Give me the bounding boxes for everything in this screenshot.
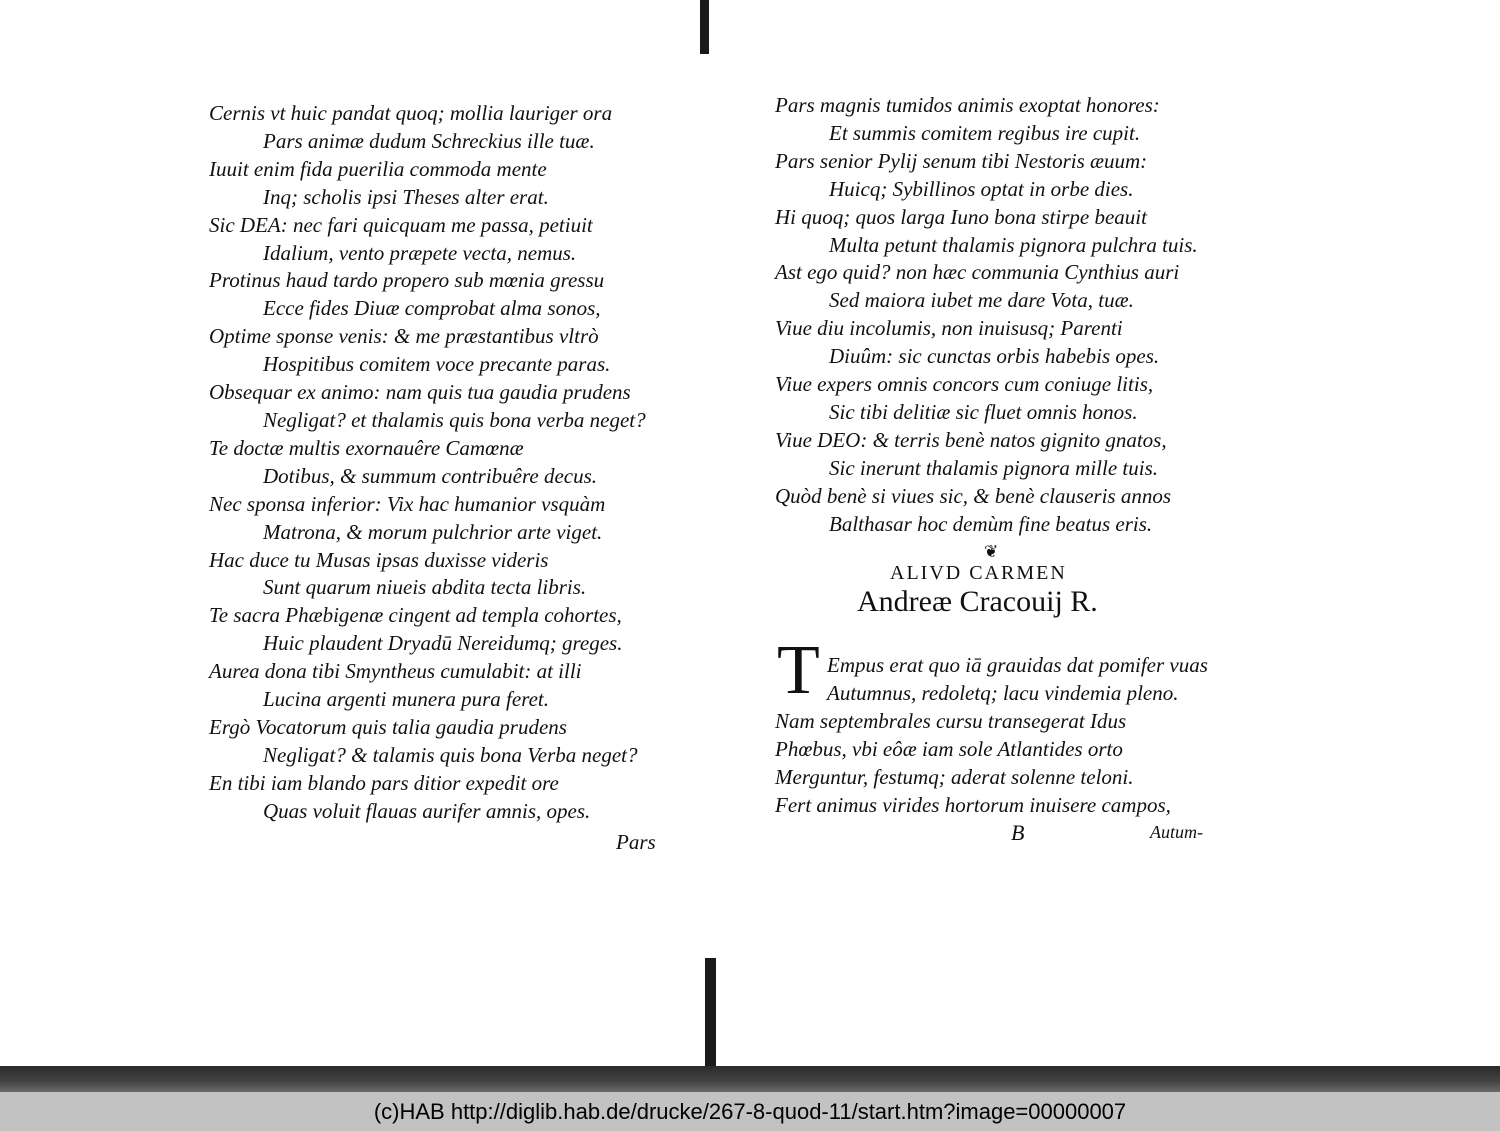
verse-line: Sunt quarum niueis abdita tecta libris. xyxy=(263,575,587,600)
verse-line: Negligat? & talamis quis bona Verba neget? xyxy=(263,742,638,767)
verse-line: Balthasar hoc demùm fine beatus eris. xyxy=(829,511,1153,536)
author-line: Andreæ Cracouij R. xyxy=(857,585,1098,618)
verse-line: Sed maiora iubet me dare Vota, tuæ. xyxy=(829,288,1134,313)
verse-line: Dotibus, & summum contribuêre decus. xyxy=(263,463,598,488)
verse-line: Viue expers omnis concors cum coniuge litis, xyxy=(775,372,1154,397)
verse-line: Diuûm: sic cunctas orbis habebis opes. xyxy=(829,344,1160,369)
footer-url-text: (c)HAB http://diglib.hab.de/drucke/267-8-quod-11/start.htm?image=00000007 xyxy=(373,1098,1127,1124)
verse-line: Quòd benè si viues sic, & benè clauseris annos xyxy=(775,483,1172,508)
verse-line: Aurea dona tibi Smyntheus cumulabit: at illi xyxy=(209,659,582,684)
verse-line: Viue DEO: & terris benè natos gignito gnatos, xyxy=(775,427,1167,452)
verse-line: Matrona, & morum pulchrior arte viget. xyxy=(263,519,603,544)
verse-line: Te sacra Phæbigenæ cingent ad templa cohortes, xyxy=(209,603,622,628)
verse-line: Hac duce tu Musas ipsas duxisse videris xyxy=(209,547,549,572)
verse-line: Optime sponse venis: & me præstantibus vltrò xyxy=(209,324,599,349)
verse-line: Sic tibi delitiæ sic fluet omnis honos. xyxy=(829,399,1138,424)
gutter-mark-top xyxy=(700,0,709,54)
verse-line: Et summis comitem regibus ire cupit. xyxy=(829,120,1141,145)
verse-line: Quas voluit flauas aurifer amnis, opes. xyxy=(263,798,591,823)
verse-line: Huic plaudent Dryadū Nereidumq; greges. xyxy=(263,631,623,656)
verse-line: Obsequar ex animo: nam quis tua gaudia prudens xyxy=(209,380,631,405)
verse-line: Protinus haud tardo propero sub mœnia gressu xyxy=(209,268,605,293)
verse-line: Viue diu incolumis, non inuisusq; Parenti xyxy=(775,316,1123,341)
verse-line: Ast ego quid? non hæc communia Cynthius auri xyxy=(775,260,1180,285)
verse-line: Pars animæ dudum Schreckius ille tuæ. xyxy=(263,128,595,153)
verse-line: Sic DEA: nec fari quicquam me passa, petiuit xyxy=(209,212,593,237)
verse-line: Ecce fides Diuæ comprobat alma sonos, xyxy=(263,296,601,321)
verse-line: Idalium, vento præpete vecta, nemus. xyxy=(263,240,577,265)
verse-line: Pars senior Pylij senum tibi Nestoris æuum: xyxy=(775,148,1148,173)
scan-edge-strip xyxy=(0,1066,1500,1092)
verse-line: Merguntur, festumq; aderat solenne teloni. xyxy=(775,764,1134,789)
verse-line: Nam septembrales cursu transegerat Idus xyxy=(775,708,1127,733)
gutter-mark-bottom xyxy=(705,958,716,1070)
verse-line: Phœbus, vbi eôæ iam sole Atlantides orto xyxy=(775,736,1123,761)
section-heading: ALIVD CARMEN xyxy=(890,562,1067,584)
verse-line: Pars magnis tumidos animis exoptat honores: xyxy=(775,93,1160,117)
verse-line: Hospitibus comitem voce precante paras. xyxy=(263,352,611,377)
ornament-icon: ❦ xyxy=(984,542,999,562)
verse-line: Multa petunt thalamis pignora pulchra tuis. xyxy=(829,232,1198,257)
verse-line: Hi quoq; quos larga Iuno bona stirpe beauit xyxy=(775,204,1147,229)
left-catchword: Pars xyxy=(616,830,656,854)
verse-line: Sic inerunt thalamis pignora mille tuis. xyxy=(829,455,1158,480)
right-catchword: Autum- xyxy=(1150,822,1203,842)
verse-line: Autumnus, redoletq; lacu vindemia pleno. xyxy=(827,680,1179,705)
right-page-verse-bottom xyxy=(775,652,1208,819)
verse-line: En tibi iam blando pars ditior expedit ore xyxy=(209,770,559,795)
verse-line: Lucina argenti munera pura feret. xyxy=(263,687,550,712)
verse-line: Ergò Vocatorum quis talia gaudia prudens xyxy=(209,714,567,739)
verse-line: Te doctæ multis exornauêre Camœnæ xyxy=(209,435,524,460)
verse-line: Fert animus virides hortorum inuisere campos, xyxy=(775,792,1171,817)
verse-line: Empus erat quo iā grauidas dat pomifer vuas xyxy=(827,653,1208,677)
copyright-footer xyxy=(0,1092,1500,1131)
signature-mark: B xyxy=(1011,820,1025,845)
verse-line: Iuuit enim fida puerilia commoda mente xyxy=(209,156,547,181)
verse-line: Inq; scholis ipsi Theses alter erat. xyxy=(263,184,549,209)
verse-line: Nec sponsa inferior: Vix hac humanior vsquàm xyxy=(209,491,606,516)
right-page-verse xyxy=(775,92,1198,539)
verse-line: Cernis vt huic pandat quoq; mollia lauriger ora xyxy=(209,101,613,125)
drop-cap: T xyxy=(777,632,820,709)
left-page-verse xyxy=(209,100,646,826)
verse-line: Huicq; Sybillinos optat in orbe dies. xyxy=(829,176,1134,201)
verse-line: Negligat? et thalamis quis bona verba neget? xyxy=(263,407,646,432)
